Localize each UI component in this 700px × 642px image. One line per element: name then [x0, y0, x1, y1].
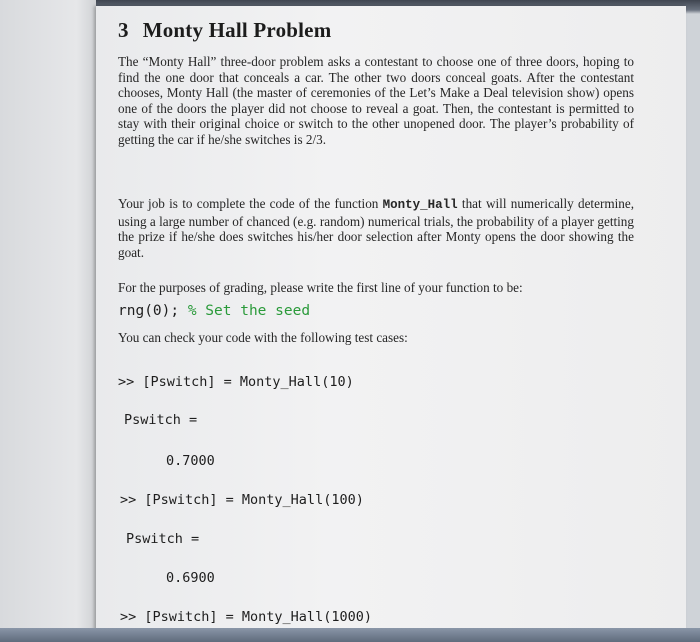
- test3-command: >> [Pswitch] = Monty_Hall(1000): [120, 609, 372, 625]
- section-heading: [118, 18, 331, 43]
- function-name: Monty_Hall: [382, 198, 458, 212]
- task-paragraph: [118, 196, 634, 260]
- rng-call: rng(0);: [118, 303, 180, 319]
- test-cases-intro: You can check your code with the following test cases:: [118, 330, 408, 345]
- grading-paragraph: For the purposes of grading, please write the first line of your function to be:: [118, 280, 523, 295]
- test1-variable: Pswitch =: [124, 412, 198, 428]
- rng-comment: % Set the seed: [187, 303, 311, 319]
- test2-variable: Pswitch =: [126, 531, 200, 547]
- test1-command: >> [Pswitch] = Monty_Hall(10): [118, 374, 354, 390]
- section-number: 3: [118, 18, 129, 42]
- test2-value: 0.6900: [166, 570, 215, 586]
- bottom-edge: [0, 628, 700, 642]
- test2-command: >> [Pswitch] = Monty_Hall(100): [120, 492, 364, 508]
- intro-paragraph: The “Monty Hall” three-door problem asks a contestant to choose one of three doors, hoping to find the one door that conceals a car. The other two doors conceal goats. After the contestant chooses, Monty Hall (the master of ceremonies of the Let’s Make a Deal television show) opens one of the doors the player did not choose to reveal a goat. Then, the contestant is permitted to stay with their original choice or switch to the other unopened door. The player’s probability of getting the car if he/she switches is 2/3.: [118, 54, 634, 147]
- task-text-start: Your job is to complete the code of the function: [118, 196, 383, 211]
- section-title: Monty Hall Problem: [142, 18, 332, 42]
- left-margin: [0, 0, 96, 642]
- rng-code-line: [118, 303, 310, 319]
- task-text-end: that will numerically determine, using a large number of chanced (e.g. random) numerical trials, the probability of a player getting the prize if he/she does switches his/her door selection after Monty opens the door showing the goat.: [118, 196, 634, 260]
- test1-value: 0.7000: [166, 453, 215, 469]
